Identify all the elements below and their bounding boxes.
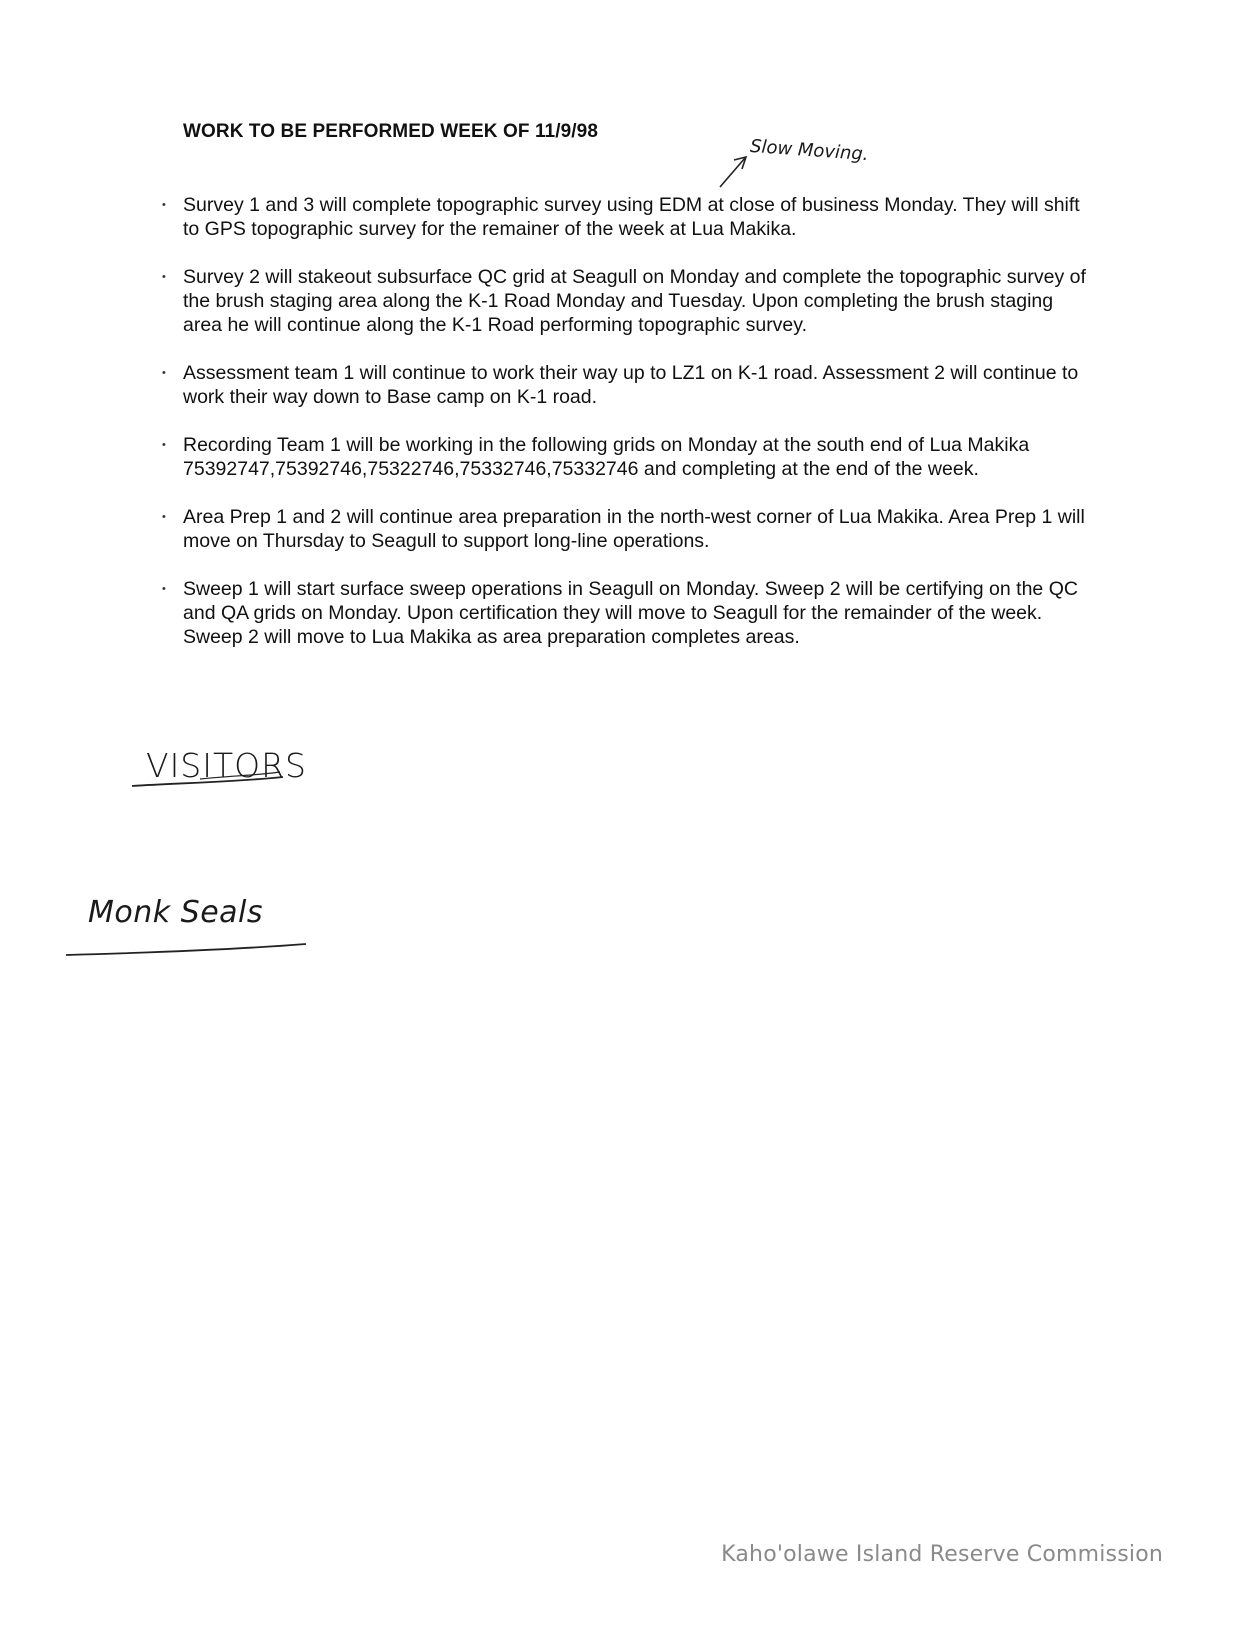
handwritten-monk-seals: Monk Seals [88, 895, 264, 930]
list-item [160, 433, 1090, 481]
list-item [160, 361, 1090, 409]
bullet-icon: • [162, 367, 166, 379]
handwritten-visitors: VISITORS [146, 746, 307, 785]
item-text: Sweep 1 will start surface sweep operations in Seagull on Monday. Sweep 2 will be certifying on the QC and QA grids on Monday. Upon certification they will move to Seagull for the remainder of the week. Sweep 2 will move to Lua Makika as area preparation completes areas. [183, 578, 1078, 648]
bullet-icon: • [162, 199, 166, 211]
item-text: Survey 2 will stakeout subsurface QC grid at Seagull on Monday and complete the topographic survey of the brush staging area along the K-1 Road Monday and Tuesday. Upon completing the brush staging area he will continue along the K-1 Road performing topographic survey. [183, 266, 1086, 336]
annotation-arrowhead-icon [734, 157, 746, 169]
item-text: Recording Team 1 will be working in the following grids on Monday at the south end of Lua Makika 75392747,75392746,75322746,75332746,75332746 and completing at the end of the week. [183, 434, 1030, 480]
bullet-icon: • [162, 439, 166, 451]
item-text: Assessment team 1 will continue to work their way up to LZ1 on K-1 road. Assessment 2 will continue to work their way down to Base camp on K-1 road. [183, 362, 1079, 408]
bullet-icon: • [162, 271, 166, 283]
bullet-icon: • [162, 583, 166, 595]
bullet-icon: • [162, 511, 166, 523]
watermark: Kaho'olawe Island Reserve Commission [721, 1542, 1163, 1567]
item-text: Area Prep 1 and 2 will continue area preparation in the north-west corner of Lua Makika. Area Prep 1 will move on Thursday to Seagull to support long-line operations. [183, 506, 1085, 552]
list-item [160, 193, 1090, 241]
list-item [160, 505, 1090, 553]
monk-seals-underline [66, 944, 306, 955]
handwritten-annotation: Slow Moving. [749, 135, 870, 166]
list-item [160, 577, 1090, 649]
annotation-arrow-icon [720, 158, 745, 187]
item-text: Survey 1 and 3 will complete topographic survey using EDM at close of business Monday. They will shift to GPS topographic survey for the remainer of the week at Lua Makika. [183, 194, 1080, 240]
list-item [160, 265, 1090, 337]
document-title: WORK TO BE PERFORMED WEEK OF 11/9/98 [183, 121, 598, 142]
work-items-list [160, 193, 1090, 673]
